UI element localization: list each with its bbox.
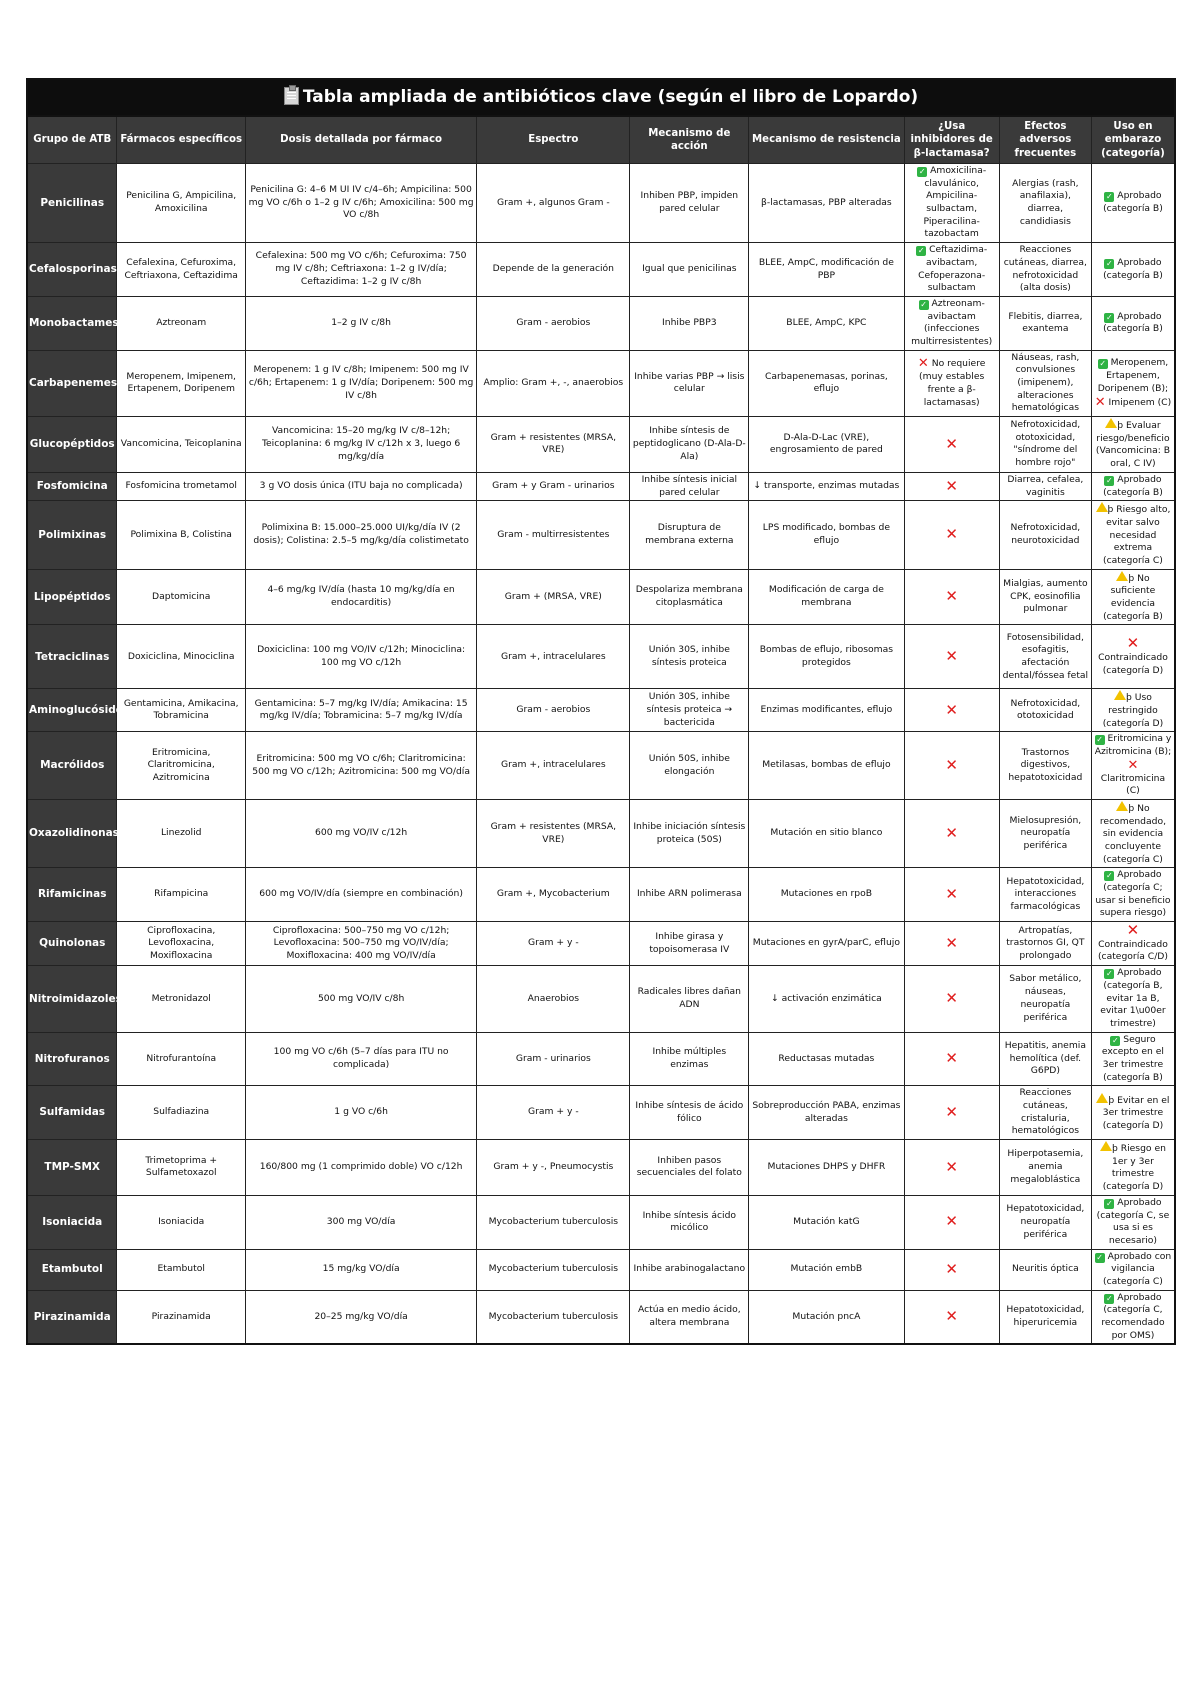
warning-icon — [1105, 418, 1117, 428]
cell-embarazo-text: Aprobado (categoría C, se usa si es necesario) — [1096, 1196, 1170, 1246]
cell-resistencia: Mutaciones en gyrA/parC, eflujo — [749, 922, 904, 966]
table-row — [27, 1032, 1175, 1086]
cell-accion: Inhibe PBP3 — [630, 296, 749, 350]
page-title: Tabla ampliada de antibióticos clave (según el libro de Lopardo) — [302, 87, 919, 107]
cross-icon: ✕ — [945, 525, 958, 544]
cell-espectro: Gram - aerobios — [477, 296, 630, 350]
cell-embarazo — [1091, 689, 1175, 732]
cell-adversos: Nefrotoxicidad, neurotoxicidad — [999, 501, 1091, 569]
cell-espectro: Gram + (MRSA, VRE) — [477, 569, 630, 625]
header-row — [27, 116, 1175, 164]
cell-resistencia: Carbapenemasas, porinas, eflujo — [749, 350, 904, 416]
cell-embarazo — [1091, 417, 1175, 473]
cell-resistencia: Enzimas modificantes, eflujo — [749, 689, 904, 732]
cell-farmacos: Pirazinamida — [117, 1290, 246, 1344]
cell-adversos: Hepatotoxicidad, interacciones farmacológicas — [999, 868, 1091, 922]
cell-dosis: 500 mg VO/IV c/8h — [245, 966, 476, 1032]
cell-adversos: Artropatías, trastornos GI, QT prolongado — [999, 922, 1091, 966]
cell-farmacos: Aztreonam — [117, 296, 246, 350]
cell-embarazo — [1091, 868, 1175, 922]
cell-farmacos: Fosfomicina trometamol — [117, 472, 246, 500]
cell-espectro: Mycobacterium tuberculosis — [477, 1195, 630, 1249]
cell-farmacos: Nitrofurantoína — [117, 1032, 246, 1086]
cell-accion: Inhibe múltiples enzimas — [630, 1032, 749, 1086]
col-header-inhibidor: ¿Usa inhibidores de β-lactamasa? — [904, 116, 999, 164]
check-icon: ✓ — [1106, 475, 1113, 485]
cell-resistencia: BLEE, AmpC, modificación de PBP — [749, 243, 904, 297]
cell-embarazo — [1091, 799, 1175, 867]
cross-icon: ✕ — [1126, 921, 1140, 940]
cross-icon: ✕ — [945, 933, 958, 952]
cell-embarazo — [1091, 296, 1175, 350]
cell-dosis: 4–6 mg/kg IV/día (hasta 10 mg/kg/día en endocarditis) — [245, 569, 476, 625]
table-row — [27, 689, 1175, 732]
cell-grupo: Sulfamidas — [27, 1086, 117, 1140]
cell-dosis: Meropenem: 1 g IV c/8h; Imipenem: 500 mg IV c/6h; Ertapenem: 1 g IV/día; Doripenem: 500 mg IV c/8h — [245, 350, 476, 416]
cell-resistencia: Mutaciones en rpoB — [749, 868, 904, 922]
cell-resistencia: β-lactamasas, PBP alteradas — [749, 164, 904, 243]
cell-dosis: Penicilina G: 4–6 M UI IV c/4–6h; Ampicilina: 500 mg VO c/6h o 1–2 g IV c/6h; Amoxicilina: 500 mg VO c/8h — [245, 164, 476, 243]
cell-farmacos: Eritromicina, Claritromicina, Azitromicina — [117, 732, 246, 799]
cell-farmacos: Cefalexina, Cefuroxima, Ceftriaxona, Ceftazidima — [117, 243, 246, 297]
check-icon: ✓ — [918, 167, 926, 176]
cell-grupo: Glucopéptidos — [27, 417, 117, 473]
cell-accion: Inhibe síntesis de ácido fólico — [630, 1086, 749, 1140]
cell-farmacos: Daptomicina — [117, 569, 246, 625]
cell-grupo: Quinolonas — [27, 922, 117, 966]
cell-dosis: 300 mg VO/día — [245, 1195, 476, 1249]
cell-farmacos: Vancomicina, Teicoplanina — [117, 417, 246, 473]
cell-dosis: Polimixina B: 15.000–25.000 UI/kg/día IV (2 dosis); Colistina: 2.5–5 mg/kg/día colistimetato — [245, 501, 476, 569]
cell-dosis: Ciprofloxacina: 500–750 mg VO c/12h; Levofloxacina: 500–750 mg VO/IV/día; Moxifloxacina: 400 mg VO/IV/día — [245, 922, 476, 966]
col-header-embarazo: Uso en embarazo (categoría) — [1091, 116, 1175, 164]
table-row — [27, 922, 1175, 966]
cell-resistencia: D-Ala-D-Lac (VRE), engrosamiento de pared — [749, 417, 904, 473]
cell-farmacos: Ciprofloxacina, Levofloxacina, Moxifloxacina — [117, 922, 246, 966]
cell-embarazo — [1091, 966, 1175, 1032]
col-header-adversos: Efectos adversos frecuentes — [999, 116, 1091, 164]
cell-accion: Radicales libres dañan ADN — [630, 966, 749, 1032]
warning-icon — [1116, 571, 1128, 581]
cross-icon: ✕ — [945, 823, 958, 842]
cell-inhibidor — [904, 689, 999, 732]
cell-accion: Unión 50S, inhibe elongación — [630, 732, 749, 799]
cell-farmacos: Doxiciclina, Minociclina — [117, 625, 246, 689]
cell-inhibidor — [904, 350, 999, 416]
cell-espectro: Gram +, algunos Gram - — [477, 164, 630, 243]
cell-inhibidor — [904, 417, 999, 473]
cross-icon: ✕ — [917, 356, 929, 372]
cell-espectro: Gram +, intracelulares — [477, 625, 630, 689]
cell-dosis: 1 g VO c/6h — [245, 1086, 476, 1140]
cell-resistencia: Mutación embB — [749, 1249, 904, 1290]
cross-icon: ✕ — [1127, 757, 1139, 773]
cell-accion: Inhibe síntesis de peptidoglicano (D-Ala-D-Ala) — [630, 417, 749, 473]
cell-embarazo-text: þ Evitar en el 3er trimestre (categoría D) — [1102, 1094, 1170, 1132]
cell-inhibidor-text: Amoxicilina-clavulánico, Ampicilina-sulbactam, Piperacilina-tazobactam — [923, 165, 987, 240]
cell-grupo: Tetraciclinas — [27, 625, 117, 689]
warning-icon — [1096, 1093, 1108, 1103]
cell-embarazo-text: Aprobado con vigilancia (categoría C) — [1103, 1250, 1172, 1287]
cell-dosis: Gentamicina: 5–7 mg/kg IV/día; Amikacina: 15 mg/kg IV/día; Tobramicina: 5–7 mg/kg IV/día — [245, 689, 476, 732]
cell-dosis: 160/800 mg (1 comprimido doble) VO c/12h — [245, 1140, 476, 1196]
cell-espectro: Gram + resistentes (MRSA, VRE) — [477, 799, 630, 867]
cell-accion: Inhiben pasos secuenciales del folato — [630, 1140, 749, 1196]
cell-embarazo — [1091, 243, 1175, 297]
cell-accion: Despolariza membrana citoplasmática — [630, 569, 749, 625]
cell-resistencia: Mutación en sitio blanco — [749, 799, 904, 867]
cell-inhibidor — [904, 732, 999, 799]
cell-adversos: Mialgias, aumento CPK, eosinofilia pulmonar — [999, 569, 1091, 625]
table-row — [27, 417, 1175, 473]
cell-inhibidor-text: No requiere (muy estables frente a β-lactamasas) — [919, 358, 986, 408]
cell-embarazo — [1091, 1249, 1175, 1290]
cell-adversos: Náuseas, rash, convulsiones (imipenem), alteraciones hematológicas — [999, 350, 1091, 416]
cell-embarazo-text: þ No suficiente evidencia (categoría B) — [1103, 572, 1163, 622]
check-icon: ✓ — [1106, 312, 1113, 322]
cell-embarazo — [1091, 1032, 1175, 1086]
cell-embarazo-text: þ Riesgo alto, evitar salvo necesidad extrema (categoría C) — [1103, 504, 1171, 566]
col-header-farmacos: Fármacos específicos — [117, 116, 246, 164]
cell-grupo: Monobactames — [27, 296, 117, 350]
cell-embarazo-text: Contraindicado (categoría D) — [1098, 652, 1168, 676]
cell-grupo: Carbapenemes — [27, 350, 117, 416]
cell-grupo: Nitrofuranos — [27, 1032, 117, 1086]
cell-accion: Actúa en medio ácido, altera membrana — [630, 1290, 749, 1344]
cell-espectro: Depende de la generación — [477, 243, 630, 297]
cell-espectro: Anaerobios — [477, 966, 630, 1032]
cell-farmacos: Gentamicina, Amikacina, Tobramicina — [117, 689, 246, 732]
cell-resistencia: Sobreproducción PABA, enzimas alteradas — [749, 1086, 904, 1140]
cross-icon: ✕ — [945, 647, 958, 666]
cell-adversos: Sabor metálico, náuseas, neuropatía periférica — [999, 966, 1091, 1032]
cell-adversos: Flebitis, diarrea, exantema — [999, 296, 1091, 350]
cross-icon: ✕ — [945, 1157, 958, 1176]
cell-espectro: Gram + y -, Pneumocystis — [477, 1140, 630, 1196]
check-icon: ✓ — [917, 246, 925, 256]
cross-icon: ✕ — [945, 1212, 958, 1231]
table-title-bar — [26, 78, 1176, 115]
cell-adversos: Mielosupresión, neuropatía periférica — [999, 799, 1091, 867]
cell-grupo: TMP-SMX — [27, 1140, 117, 1196]
cell-accion: Disruptura de membrana externa — [630, 501, 749, 569]
cell-resistencia: Bombas de eflujo, ribosomas protegidos — [749, 625, 904, 689]
cell-embarazo — [1091, 501, 1175, 569]
cell-embarazo-text: Aprobado (categoría B) — [1103, 473, 1163, 498]
table-row — [27, 1249, 1175, 1290]
col-header-resistencia: Mecanismo de resistencia — [749, 116, 904, 164]
check-icon: ✓ — [1106, 258, 1113, 268]
cross-icon: ✕ — [945, 587, 958, 606]
cell-adversos: Nefrotoxicidad, ototoxicidad — [999, 689, 1091, 732]
cell-resistencia: Mutaciones DHPS y DHFR — [749, 1140, 904, 1196]
warning-icon — [1096, 502, 1108, 512]
cell-inhibidor — [904, 1086, 999, 1140]
table-row — [27, 868, 1175, 922]
cell-dosis: 600 mg VO/IV/día (siempre en combinación) — [245, 868, 476, 922]
cell-resistencia: Reductasas mutadas — [749, 1032, 904, 1086]
clipboard-icon — [284, 87, 299, 105]
cell-resistencia: Mutación katG — [749, 1195, 904, 1249]
table-row — [27, 164, 1175, 243]
cell-grupo: Etambutol — [27, 1249, 117, 1290]
cell-dosis: Vancomicina: 15–20 mg/kg IV c/8–12h; Teicoplanina: 6 mg/kg IV c/12h x 3, luego 6 mg/kg/día — [245, 417, 476, 473]
cell-dosis: Cefalexina: 500 mg VO c/6h; Cefuroxima: 750 mg IV c/8h; Ceftriaxona: 1–2 g IV/día; Ceftazidima: 1–2 g IV c/8h — [245, 243, 476, 297]
cell-embarazo-text: Aprobado (categoría C, recomendado por OMS) — [1101, 1291, 1165, 1341]
cell-farmacos: Meropenem, Imipenem, Ertapenem, Doripenem — [117, 350, 246, 416]
cell-embarazo-text: Meropenem, Ertapenem, Doripenem (B); — [1097, 357, 1169, 394]
table-row — [27, 1195, 1175, 1249]
cell-espectro: Mycobacterium tuberculosis — [477, 1249, 630, 1290]
check-icon: ✓ — [1106, 871, 1113, 881]
cell-dosis: 1–2 g IV c/8h — [245, 296, 476, 350]
cell-inhibidor — [904, 243, 999, 297]
cell-embarazo-text-2: Imipenem (C) — [1108, 396, 1172, 408]
cell-farmacos: Metronidazol — [117, 966, 246, 1032]
check-icon: ✓ — [1096, 735, 1103, 745]
cell-inhibidor — [904, 799, 999, 867]
warning-icon — [1100, 1141, 1112, 1151]
check-icon: ✓ — [1106, 1198, 1113, 1208]
cell-farmacos: Sulfadiazina — [117, 1086, 246, 1140]
cell-farmacos: Isoniacida — [117, 1195, 246, 1249]
table-row — [27, 472, 1175, 500]
table-row — [27, 1086, 1175, 1140]
cell-inhibidor-text: Ceftazidima-avibactam, Cefoperazona-sulbactam — [918, 244, 988, 294]
table-row — [27, 625, 1175, 689]
cross-icon: ✕ — [945, 476, 958, 495]
cell-farmacos: Etambutol — [117, 1249, 246, 1290]
table-row — [27, 732, 1175, 799]
table-row — [27, 799, 1175, 867]
cell-resistencia: ↓ transporte, enzimas mutadas — [749, 472, 904, 500]
cell-embarazo — [1091, 1086, 1175, 1140]
cell-accion: Inhibe síntesis ácido micólico — [630, 1195, 749, 1249]
table-row — [27, 350, 1175, 416]
cell-inhibidor — [904, 164, 999, 243]
cell-farmacos: Polimixina B, Colistina — [117, 501, 246, 569]
cell-adversos: Diarrea, cefalea, vaginitis — [999, 472, 1091, 500]
cell-embarazo-text: Eritromicina y Azitromicina (B); — [1094, 733, 1172, 758]
cell-embarazo-text: Aprobado (categoría B, evitar 1a B, evitar 1\u00er trimestre) — [1100, 967, 1166, 1029]
cell-embarazo — [1091, 922, 1175, 966]
cross-icon: ✕ — [945, 1307, 958, 1326]
cell-inhibidor — [904, 1140, 999, 1196]
col-header-dosis: Dosis detallada por fármaco — [245, 116, 476, 164]
cell-embarazo — [1091, 732, 1175, 799]
cell-adversos: Neuritis óptica — [999, 1249, 1091, 1290]
cell-embarazo-text: þ Uso restringido (categoría D) — [1102, 692, 1164, 729]
cell-inhibidor — [904, 1249, 999, 1290]
cell-accion: Unión 30S, inhibe síntesis proteica — [630, 625, 749, 689]
cell-inhibidor — [904, 1195, 999, 1249]
cross-icon: ✕ — [945, 1259, 958, 1278]
cell-adversos: Hiperpotasemia, anemia megaloblástica — [999, 1140, 1091, 1196]
cell-dosis: 15 mg/kg VO/día — [245, 1249, 476, 1290]
cell-adversos: Reacciones cutáneas, cristaluria, hematológicos — [999, 1086, 1091, 1140]
cross-icon: ✕ — [945, 884, 958, 903]
cell-accion: Inhibe iniciación síntesis proteica (50S) — [630, 799, 749, 867]
warning-icon — [1114, 690, 1126, 700]
check-icon: ✓ — [1106, 969, 1113, 979]
cell-accion: Inhibe varias PBP → lisis celular — [630, 350, 749, 416]
cell-resistencia: Modificación de carga de membrana — [749, 569, 904, 625]
cell-grupo: Isoniacida — [27, 1195, 117, 1249]
cell-resistencia: Mutación pncA — [749, 1290, 904, 1344]
cell-embarazo — [1091, 569, 1175, 625]
cell-inhibidor — [904, 472, 999, 500]
cell-inhibidor — [904, 868, 999, 922]
cell-inhibidor-text: Aztreonam-avibactam (infecciones multirresistentes) — [911, 297, 993, 347]
cell-dosis: 20–25 mg/kg VO/día — [245, 1290, 476, 1344]
table-row — [27, 501, 1175, 569]
cell-grupo: Lipopéptidos — [27, 569, 117, 625]
cell-adversos: Trastornos digestivos, hepatotoxicidad — [999, 732, 1091, 799]
cell-adversos: Reacciones cutáneas, diarrea, nefrotoxicidad (alta dosis) — [999, 243, 1091, 297]
check-icon: ✓ — [1096, 1252, 1103, 1262]
cross-icon: ✕ — [945, 989, 958, 1007]
cell-embarazo-text: þ Evaluar riesgo/beneficio (Vancomicina: B oral, C IV) — [1095, 420, 1171, 470]
cell-accion: Igual que penicilinas — [630, 243, 749, 297]
cell-accion: Inhibe arabinogalactano — [630, 1249, 749, 1290]
cell-espectro: Gram - urinarios — [477, 1032, 630, 1086]
cell-adversos: Fotosensibilidad, esofagitis, afectación dental/fóssea fetal — [999, 625, 1091, 689]
cell-inhibidor — [904, 501, 999, 569]
cell-accion: Inhiben PBP, impiden pared celular — [630, 164, 749, 243]
cell-resistencia: Metilasas, bombas de eflujo — [749, 732, 904, 799]
cell-dosis: Eritromicina: 500 mg VO c/6h; Claritromicina: 500 mg VO c/12h; Azitromicina: 500 mg VO/día — [245, 732, 476, 799]
cell-farmacos: Trimetoprima + Sulfametoxazol — [117, 1140, 246, 1196]
cross-icon: ✕ — [945, 700, 958, 719]
cross-icon: ✕ — [945, 1102, 958, 1121]
cell-farmacos: Rifampicina — [117, 868, 246, 922]
col-header-grupo: Grupo de ATB — [27, 116, 117, 164]
cell-embarazo-text-2: Claritromicina (C) — [1100, 772, 1166, 797]
table-row — [27, 569, 1175, 625]
cell-inhibidor — [904, 296, 999, 350]
cell-espectro: Gram - aerobios — [477, 689, 630, 732]
cell-accion: Unión 30S, inhibe síntesis proteica → bactericida — [630, 689, 749, 732]
cell-inhibidor — [904, 1032, 999, 1086]
cell-embarazo-text: Aprobado (categoría B) — [1103, 256, 1163, 281]
cell-dosis: Doxiciclina: 100 mg VO/IV c/12h; Minociclina: 100 mg VO c/12h — [245, 625, 476, 689]
cell-grupo: Oxazolidinonas — [27, 799, 117, 867]
table-row — [27, 1290, 1175, 1344]
cell-embarazo — [1091, 1290, 1175, 1344]
cell-grupo: Rifamicinas — [27, 868, 117, 922]
cell-resistencia: LPS modificado, bombas de eflujo — [749, 501, 904, 569]
cell-embarazo — [1091, 1195, 1175, 1249]
cell-resistencia: ↓ activación enzimática — [749, 966, 904, 1032]
cell-espectro: Gram + resistentes (MRSA, VRE) — [477, 417, 630, 473]
cell-grupo: Penicilinas — [27, 164, 117, 243]
cell-farmacos: Penicilina G, Ampicilina, Amoxicilina — [117, 164, 246, 243]
cell-accion: Inhibe ARN polimerasa — [630, 868, 749, 922]
cell-espectro: Gram + y - — [477, 922, 630, 966]
cell-inhibidor — [904, 1290, 999, 1344]
cell-embarazo-text: þ Riesgo en 1er y 3er trimestre (categoría D) — [1102, 1143, 1166, 1193]
cell-espectro: Amplio: Gram +, -, anaerobios — [477, 350, 630, 416]
cell-embarazo-text: Aprobado (categoría B) — [1103, 310, 1163, 335]
cell-resistencia: BLEE, AmpC, KPC — [749, 296, 904, 350]
cell-adversos: Alergias (rash, anafilaxia), diarrea, candidiasis — [999, 164, 1091, 243]
cross-icon: ✕ — [945, 1049, 958, 1068]
cell-espectro: Gram +, intracelulares — [477, 732, 630, 799]
warning-icon — [1116, 801, 1128, 811]
cell-espectro: Gram + y Gram - urinarios — [477, 472, 630, 500]
table-row — [27, 243, 1175, 297]
cell-espectro: Gram - multirresistentes — [477, 501, 630, 569]
cross-icon: ✕ — [945, 755, 958, 774]
cell-embarazo — [1091, 1140, 1175, 1196]
cell-grupo: Nitroimidazoles — [27, 966, 117, 1032]
cell-embarazo-text: þ No recomendado, sin evidencia concluyente (categoría C) — [1099, 802, 1167, 865]
cell-dosis: 100 mg VO c/6h (5–7 días para ITU no complicada) — [245, 1032, 476, 1086]
col-header-accion: Mecanismo de acción — [630, 116, 749, 164]
cell-dosis: 600 mg VO/IV c/12h — [245, 799, 476, 867]
cell-embarazo-text: Seguro excepto en el 3er trimestre (categoría B) — [1101, 1033, 1164, 1083]
table-row — [27, 966, 1175, 1032]
cell-adversos: Hepatotoxicidad, hiperuricemia — [999, 1290, 1091, 1344]
cell-grupo: Aminoglucósidos — [27, 689, 117, 732]
cell-adversos: Hepatotoxicidad, neuropatía periférica — [999, 1195, 1091, 1249]
cell-inhibidor — [904, 625, 999, 689]
cell-accion: Inhibe girasa y topoisomerasa IV — [630, 922, 749, 966]
cross-icon: ✕ — [1126, 634, 1140, 653]
cell-embarazo-text: Aprobado (categoría C; usar si beneficio supera riesgo) — [1095, 869, 1171, 919]
cell-inhibidor — [904, 922, 999, 966]
cell-dosis: 3 g VO dosis única (ITU baja no complicada) — [245, 472, 476, 500]
cell-grupo: Polimixinas — [27, 501, 117, 569]
check-icon: ✓ — [1099, 359, 1107, 369]
cell-espectro: Mycobacterium tuberculosis — [477, 1290, 630, 1344]
cell-embarazo-text: Aprobado (categoría B) — [1103, 190, 1163, 215]
check-icon: ✓ — [920, 299, 927, 309]
cell-farmacos: Linezolid — [117, 799, 246, 867]
cell-embarazo — [1091, 164, 1175, 243]
antibiotics-table — [26, 78, 1176, 1345]
check-icon: ✓ — [1106, 192, 1113, 202]
cell-grupo: Cefalosporinas — [27, 243, 117, 297]
cross-icon: ✕ — [945, 434, 958, 453]
table-body — [27, 164, 1175, 1345]
cell-inhibidor — [904, 569, 999, 625]
cell-adversos: Nefrotoxicidad, ototoxicidad, "síndrome del hombre rojo" — [999, 417, 1091, 473]
cell-embarazo-text: Contraindicado (categoría C/D) — [1097, 938, 1168, 963]
col-header-espectro: Espectro — [477, 116, 630, 164]
cell-embarazo — [1091, 472, 1175, 500]
cell-grupo: Pirazinamida — [27, 1290, 117, 1344]
check-icon: ✓ — [1106, 1293, 1113, 1303]
cross-icon: ✕ — [1094, 394, 1106, 410]
cell-espectro: Gram +, Mycobacterium — [477, 868, 630, 922]
cell-grupo: Macrólidos — [27, 732, 117, 799]
cell-adversos: Hepatitis, anemia hemolítica (def. G6PD) — [999, 1032, 1091, 1086]
table-row — [27, 1140, 1175, 1196]
cell-espectro: Gram + y - — [477, 1086, 630, 1140]
check-icon: ✓ — [1111, 1035, 1119, 1045]
cell-inhibidor — [904, 966, 999, 1032]
cell-accion: Inhibe síntesis inicial pared celular — [630, 472, 749, 500]
cell-embarazo — [1091, 350, 1175, 416]
table-row — [27, 296, 1175, 350]
cell-grupo: Fosfomicina — [27, 472, 117, 500]
cell-embarazo — [1091, 625, 1175, 689]
